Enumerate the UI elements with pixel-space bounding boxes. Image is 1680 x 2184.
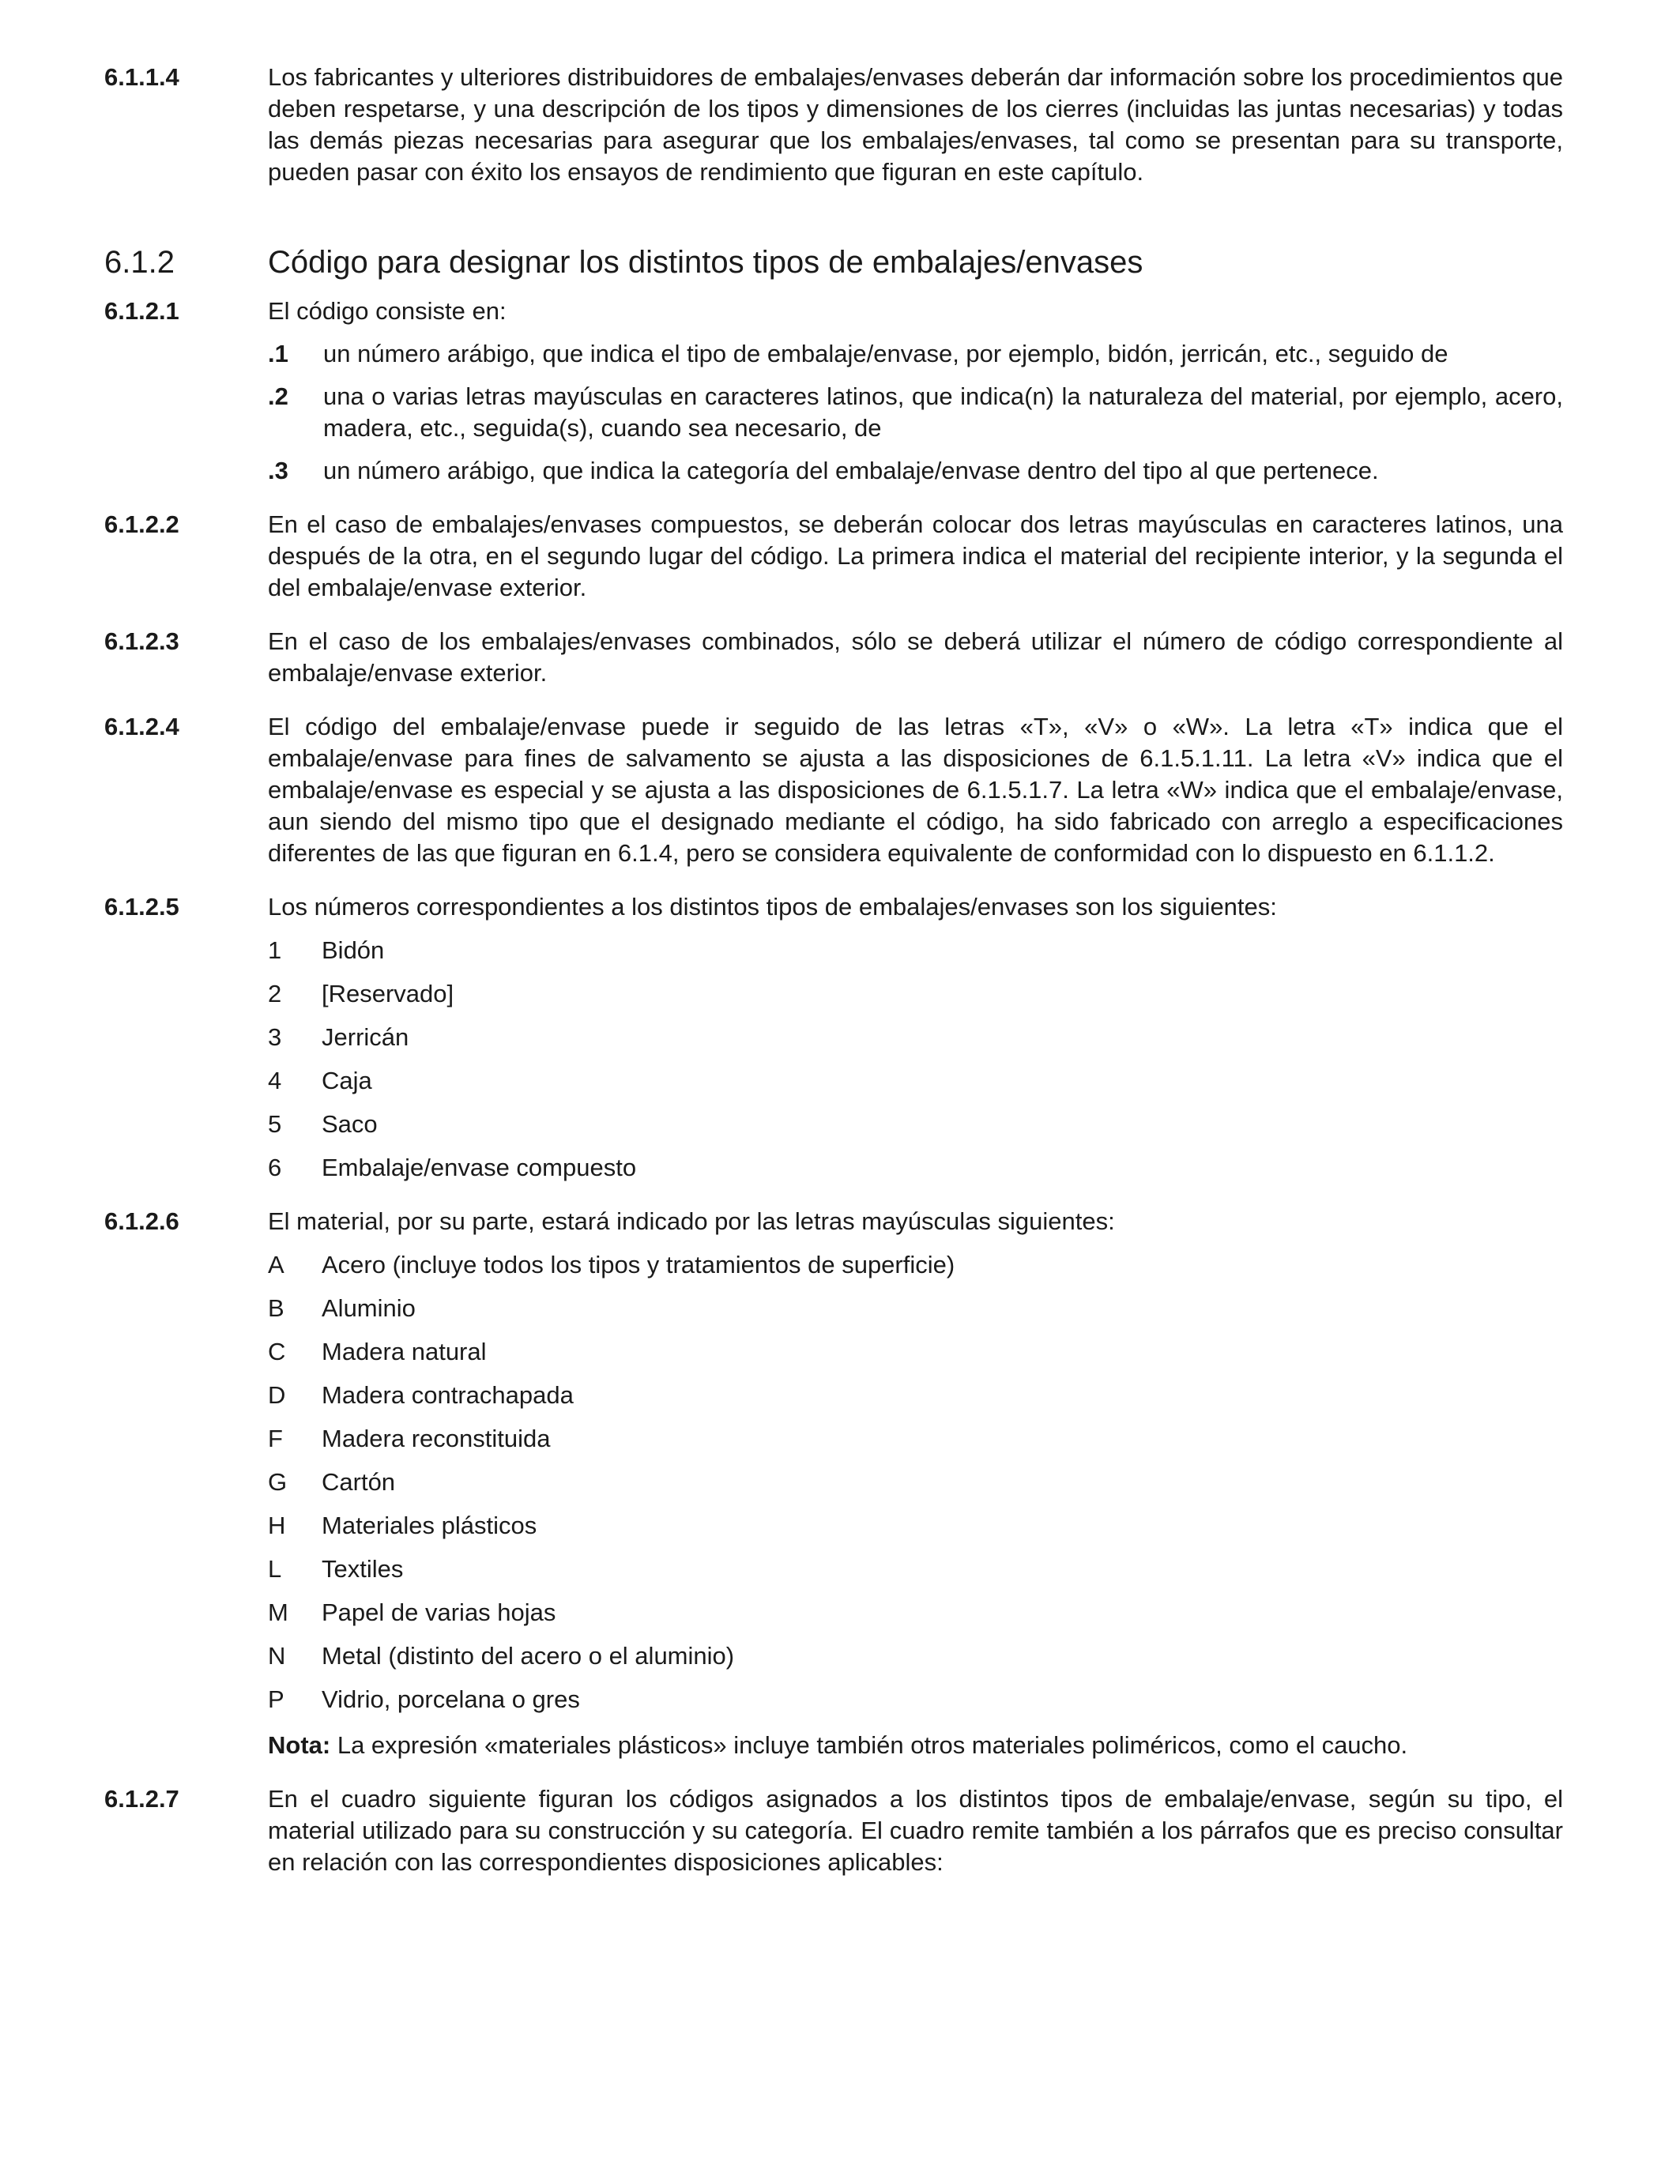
code-label: Acero (incluye todos los tipos y tratamientos de superficie) (322, 1251, 955, 1278)
section-heading-6-1-2 (104, 243, 1563, 281)
code: D (268, 1381, 286, 1409)
list-item (268, 978, 1563, 1010)
paragraph-text: En el cuadro siguiente figuran los códigos asignados a los distintos tipos de embalaje/envase, según su tipo, el material utilizado para su construcción y su categoría. El cuadro remite también a los párrafos que es preciso consultar en relación con las correspondientes disposiciones aplicables: (268, 1785, 1563, 1876)
list-item (268, 1152, 1563, 1184)
paragraph-6-1-2-5 (104, 891, 1563, 1184)
code-label: Materiales plásticos (322, 1512, 537, 1539)
paragraph-6-1-2-2 (104, 509, 1563, 604)
note (268, 1730, 1563, 1761)
list-item (268, 1510, 1563, 1542)
list-item (268, 455, 1563, 487)
paragraph-6-1-2-4 (104, 711, 1563, 869)
code: 4 (268, 1067, 282, 1094)
list-item (268, 1597, 1563, 1629)
list-item (268, 1022, 1563, 1053)
paragraph-text: En el caso de los embalajes/envases combinados, sólo se deberá utilizar el número de código correspondiente al embalaje/envase exterior. (268, 627, 1563, 687)
code-label: Vidrio, porcelana o gres (322, 1685, 580, 1713)
paragraph-number: 6.1.2.7 (104, 1785, 179, 1813)
list-item (268, 338, 1563, 370)
code-label: Papel de varias hojas (322, 1598, 556, 1626)
list-item (268, 1065, 1563, 1097)
code: 3 (268, 1023, 282, 1051)
list-item (268, 1293, 1563, 1324)
paragraph-6-1-2-6 (104, 1206, 1563, 1761)
code-label: Embalaje/envase compuesto (322, 1154, 637, 1181)
list-item (268, 1684, 1563, 1715)
code: N (268, 1642, 286, 1670)
paragraph-6-1-2-7 (104, 1783, 1563, 1878)
code: H (268, 1512, 286, 1539)
note-label: Nota: (268, 1731, 331, 1759)
paragraph-number: 6.1.2.4 (104, 713, 179, 740)
note-text: La expresión «materiales plásticos» incluye también otros materiales poliméricos, como el caucho. (330, 1731, 1408, 1759)
paragraph-body (268, 296, 1563, 487)
list-item (268, 1380, 1563, 1411)
paragraph-body (268, 891, 1563, 1184)
list-item (268, 1109, 1563, 1140)
list-item (268, 1467, 1563, 1498)
code: P (268, 1685, 284, 1713)
paragraph-text: Los números correspondientes a los distintos tipos de embalajes/envases son los siguientes: (268, 893, 1277, 921)
list-marker: .1 (268, 340, 288, 367)
paragraph-body (268, 1206, 1563, 1761)
paragraph-text: El material, por su parte, estará indicado por las letras mayúsculas siguientes: (268, 1207, 1115, 1235)
material-code-list (268, 1249, 1563, 1715)
paragraph-6-1-2-1 (104, 296, 1563, 487)
paragraph-text: En el caso de embalajes/envases compuestos, se deberán colocar dos letras mayúsculas en caracteres latinos, una después de la otra, en el segundo lugar del código. La primera indica el material del recipiente interior, y la segunda el del embalaje/envase exterior. (268, 510, 1563, 601)
code-label: Madera reconstituida (322, 1425, 551, 1452)
code-label: Bidón (322, 936, 385, 964)
paragraph-6-1-2-3 (104, 626, 1563, 689)
section-number: 6.1.2 (104, 245, 175, 280)
paragraph-text: El código del embalaje/envase puede ir seguido de las letras «T», «V» o «W». La letra «T» indica que el embalaje/envase para fines de salvamento se ajusta a las disposiciones de 6.1.5.1.11. La letra «V» indica que el embalaje/envase es especial y se ajusta a las disposiciones de 6.1.5.1.7. La letra «W» indica que el embalaje/envase, aun siendo del mismo tipo que el designado mediante el código, ha sido fabricado con arreglo a especificaciones diferentes de las que figuran en 6.1.4, pero se considera equivalente de conformidad con lo dispuesto en 6.1.1.2. (268, 713, 1563, 867)
document-page (104, 62, 1563, 1878)
list-marker: .2 (268, 382, 288, 410)
code-label: Cartón (322, 1468, 396, 1496)
paragraph-number: 6.1.2.2 (104, 510, 179, 538)
code: B (268, 1294, 284, 1322)
code-label: Textiles (322, 1555, 404, 1583)
list-item (268, 1553, 1563, 1585)
code-label: [Reservado] (322, 980, 454, 1007)
list-item-text: un número arábigo, que indica la categoría del embalaje/envase dentro del tipo al que pertenece. (323, 457, 1379, 484)
code-label: Jerricán (322, 1023, 409, 1051)
code: M (268, 1598, 288, 1626)
list-marker: .3 (268, 457, 288, 484)
code: 1 (268, 936, 282, 964)
code-label: Saco (322, 1110, 378, 1138)
list-item (268, 381, 1563, 444)
paragraph-6-1-1-4 (104, 62, 1563, 188)
type-code-list (268, 935, 1563, 1184)
section-title: Código para designar los distintos tipos de embalajes/envases (268, 245, 1143, 280)
code: G (268, 1468, 288, 1496)
code: L (268, 1555, 282, 1583)
list-item-text: un número arábigo, que indica el tipo de embalaje/envase, por ejemplo, bidón, jerricán, etc., seguido de (323, 340, 1448, 367)
paragraph-number: 6.1.2.5 (104, 893, 179, 921)
code: C (268, 1338, 286, 1365)
paragraph-text: Los fabricantes y ulteriores distribuidores de embalajes/envases deberán dar información sobre los procedimientos que deben respetarse, y una descripción de los tipos y dimensiones de los cierres (incluidas las juntas necesarias) y todas las demás piezas necesarias para asegurar que los embalajes/envases, tal como se presentan para su transporte, pueden pasar con éxito los ensayos de rendimiento que figuran en este capítulo. (268, 63, 1563, 186)
code: F (268, 1425, 283, 1452)
code: 2 (268, 980, 282, 1007)
paragraph-number: 6.1.1.4 (104, 63, 179, 91)
list-item (268, 1423, 1563, 1455)
paragraph-number: 6.1.2.1 (104, 297, 179, 325)
code-label: Metal (distinto del acero o el aluminio) (322, 1642, 735, 1670)
list-item (268, 935, 1563, 966)
list-item (268, 1336, 1563, 1368)
list-item (268, 1640, 1563, 1672)
code: 6 (268, 1154, 282, 1181)
list-item (268, 1249, 1563, 1281)
code-label: Caja (322, 1067, 372, 1094)
code-label: Aluminio (322, 1294, 416, 1322)
list-item-text: una o varias letras mayúsculas en caracteres latinos, que indica(n) la naturaleza del material, por ejemplo, acero, madera, etc., seguida(s), cuando sea necesario, de (323, 382, 1563, 442)
code: 5 (268, 1110, 282, 1138)
code: A (268, 1251, 284, 1278)
code-label: Madera natural (322, 1338, 487, 1365)
code-label: Madera contrachapada (322, 1381, 574, 1409)
paragraph-number: 6.1.2.6 (104, 1207, 179, 1235)
paragraph-text: El código consiste en: (268, 297, 507, 325)
paragraph-number: 6.1.2.3 (104, 627, 179, 655)
